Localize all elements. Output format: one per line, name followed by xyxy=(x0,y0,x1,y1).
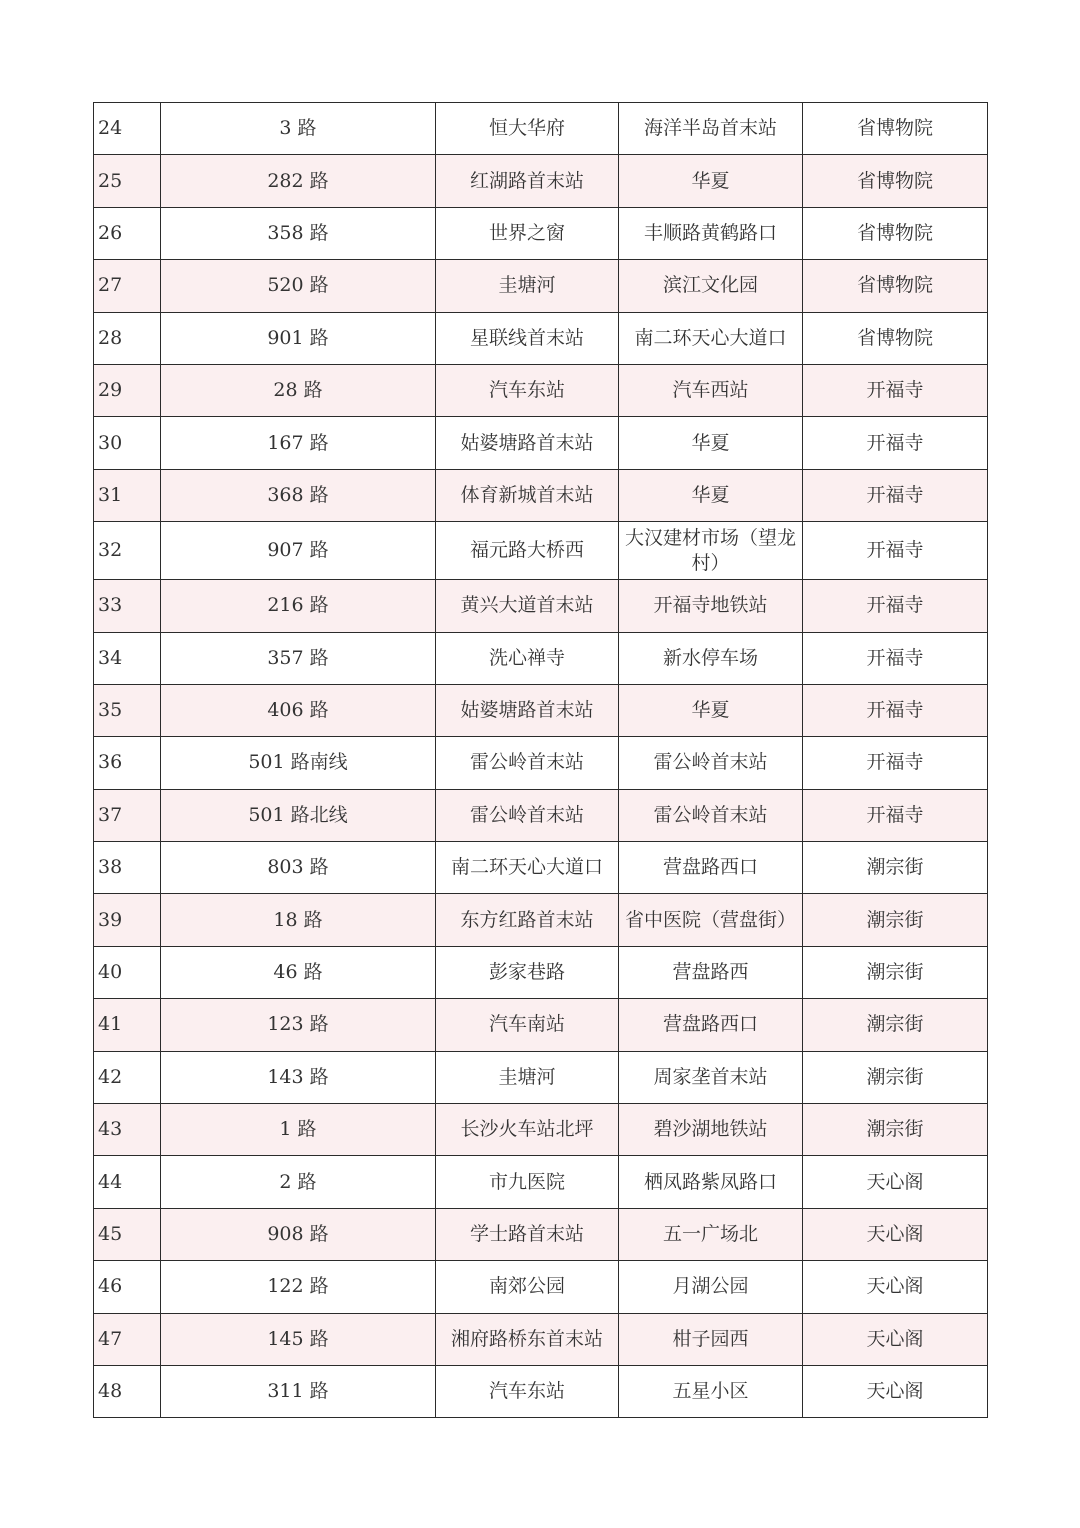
table-row xyxy=(94,469,988,521)
end-stop-cell: 雷公岭首末站 xyxy=(619,737,803,789)
start-stop-cell: 雷公岭首末站 xyxy=(436,789,619,841)
bus-route-cell: 3 路 xyxy=(161,103,436,155)
table-row xyxy=(94,999,988,1051)
via-stop-cell: 开福寺 xyxy=(803,789,988,841)
bus-route-cell: 311 路 xyxy=(161,1365,436,1417)
row-number-cell: 28 xyxy=(94,312,161,364)
via-stop-cell: 天心阁 xyxy=(803,1313,988,1365)
row-number-cell: 35 xyxy=(94,684,161,736)
start-stop-cell: 雷公岭首末站 xyxy=(436,737,619,789)
end-stop-cell: 栖凤路紫凤路口 xyxy=(619,1156,803,1208)
end-stop-cell: 华夏 xyxy=(619,155,803,207)
row-number-cell: 47 xyxy=(94,1313,161,1365)
bus-route-table-body xyxy=(94,103,988,1418)
end-stop-cell: 柑子园西 xyxy=(619,1313,803,1365)
table-row xyxy=(94,789,988,841)
start-stop-cell: 湘府路桥东首末站 xyxy=(436,1313,619,1365)
bus-route-cell: 908 路 xyxy=(161,1208,436,1260)
row-number-cell: 31 xyxy=(94,469,161,521)
row-number-cell: 34 xyxy=(94,632,161,684)
start-stop-cell: 星联线首末站 xyxy=(436,312,619,364)
bus-route-cell: 901 路 xyxy=(161,312,436,364)
row-number-cell: 38 xyxy=(94,842,161,894)
start-stop-cell: 圭塘河 xyxy=(436,1051,619,1103)
table-row xyxy=(94,684,988,736)
bus-route-cell: 123 路 xyxy=(161,999,436,1051)
bus-route-cell: 143 路 xyxy=(161,1051,436,1103)
end-stop-cell: 碧沙湖地铁站 xyxy=(619,1104,803,1156)
row-number-cell: 37 xyxy=(94,789,161,841)
bus-route-cell: 357 路 xyxy=(161,632,436,684)
via-stop-cell: 省博物院 xyxy=(803,207,988,259)
bus-route-cell: 2 路 xyxy=(161,1156,436,1208)
row-number-cell: 36 xyxy=(94,737,161,789)
table-row xyxy=(94,894,988,946)
bus-route-cell: 46 路 xyxy=(161,946,436,998)
table-row xyxy=(94,842,988,894)
row-number-cell: 42 xyxy=(94,1051,161,1103)
start-stop-cell: 长沙火车站北坪 xyxy=(436,1104,619,1156)
start-stop-cell: 彭家巷路 xyxy=(436,946,619,998)
via-stop-cell: 省博物院 xyxy=(803,155,988,207)
via-stop-cell: 省博物院 xyxy=(803,260,988,312)
row-number-cell: 48 xyxy=(94,1365,161,1417)
end-stop-cell: 五一广场北 xyxy=(619,1208,803,1260)
row-number-cell: 45 xyxy=(94,1208,161,1260)
table-row xyxy=(94,207,988,259)
via-stop-cell: 潮宗街 xyxy=(803,1104,988,1156)
bus-route-cell: 18 路 xyxy=(161,894,436,946)
row-number-cell: 26 xyxy=(94,207,161,259)
start-stop-cell: 南郊公园 xyxy=(436,1261,619,1313)
row-number-cell: 32 xyxy=(94,522,161,580)
end-stop-cell: 营盘路西口 xyxy=(619,842,803,894)
bus-route-cell: 145 路 xyxy=(161,1313,436,1365)
end-stop-cell: 月湖公园 xyxy=(619,1261,803,1313)
row-number-cell: 40 xyxy=(94,946,161,998)
bus-route-table xyxy=(93,102,988,1418)
bus-route-cell: 28 路 xyxy=(161,364,436,416)
row-number-cell: 29 xyxy=(94,364,161,416)
row-number-cell: 25 xyxy=(94,155,161,207)
via-stop-cell: 开福寺 xyxy=(803,580,988,632)
table-row xyxy=(94,103,988,155)
table-row xyxy=(94,260,988,312)
table-row xyxy=(94,1156,988,1208)
row-number-cell: 39 xyxy=(94,894,161,946)
start-stop-cell: 南二环天心大道口 xyxy=(436,842,619,894)
via-stop-cell: 天心阁 xyxy=(803,1156,988,1208)
table-row xyxy=(94,1051,988,1103)
row-number-cell: 30 xyxy=(94,417,161,469)
end-stop-cell: 新水停车场 xyxy=(619,632,803,684)
end-stop-cell: 周家垄首末站 xyxy=(619,1051,803,1103)
via-stop-cell: 天心阁 xyxy=(803,1208,988,1260)
end-stop-cell: 汽车西站 xyxy=(619,364,803,416)
bus-route-cell: 907 路 xyxy=(161,522,436,580)
via-stop-cell: 潮宗街 xyxy=(803,946,988,998)
via-stop-cell: 潮宗街 xyxy=(803,999,988,1051)
table-row xyxy=(94,1261,988,1313)
table-row xyxy=(94,1313,988,1365)
via-stop-cell: 开福寺 xyxy=(803,684,988,736)
table-row xyxy=(94,364,988,416)
start-stop-cell: 恒大华府 xyxy=(436,103,619,155)
table-row xyxy=(94,946,988,998)
end-stop-cell: 滨江文化园 xyxy=(619,260,803,312)
end-stop-cell: 华夏 xyxy=(619,469,803,521)
via-stop-cell: 开福寺 xyxy=(803,417,988,469)
end-stop-cell: 华夏 xyxy=(619,417,803,469)
via-stop-cell: 天心阁 xyxy=(803,1261,988,1313)
via-stop-cell: 省博物院 xyxy=(803,312,988,364)
start-stop-cell: 汽车南站 xyxy=(436,999,619,1051)
via-stop-cell: 开福寺 xyxy=(803,632,988,684)
table-row xyxy=(94,737,988,789)
end-stop-cell: 雷公岭首末站 xyxy=(619,789,803,841)
table-row xyxy=(94,580,988,632)
table-row xyxy=(94,1104,988,1156)
end-stop-cell: 营盘路西 xyxy=(619,946,803,998)
via-stop-cell: 开福寺 xyxy=(803,469,988,521)
bus-route-cell: 282 路 xyxy=(161,155,436,207)
start-stop-cell: 黄兴大道首末站 xyxy=(436,580,619,632)
start-stop-cell: 学士路首末站 xyxy=(436,1208,619,1260)
bus-route-cell: 501 路北线 xyxy=(161,789,436,841)
start-stop-cell: 红湖路首末站 xyxy=(436,155,619,207)
start-stop-cell: 姑婆塘路首末站 xyxy=(436,417,619,469)
end-stop-cell: 南二环天心大道口 xyxy=(619,312,803,364)
bus-route-cell: 122 路 xyxy=(161,1261,436,1313)
bus-route-cell: 358 路 xyxy=(161,207,436,259)
bus-route-cell: 501 路南线 xyxy=(161,737,436,789)
start-stop-cell: 汽车东站 xyxy=(436,1365,619,1417)
end-stop-cell: 省中医院（营盘街） xyxy=(619,894,803,946)
bus-route-cell: 803 路 xyxy=(161,842,436,894)
bus-route-cell: 406 路 xyxy=(161,684,436,736)
start-stop-cell: 洗心禅寺 xyxy=(436,632,619,684)
via-stop-cell: 潮宗街 xyxy=(803,1051,988,1103)
end-stop-cell: 五星小区 xyxy=(619,1365,803,1417)
end-stop-cell: 营盘路西口 xyxy=(619,999,803,1051)
start-stop-cell: 市九医院 xyxy=(436,1156,619,1208)
via-stop-cell: 开福寺 xyxy=(803,737,988,789)
via-stop-cell: 天心阁 xyxy=(803,1365,988,1417)
row-number-cell: 41 xyxy=(94,999,161,1051)
table-row xyxy=(94,312,988,364)
table-row xyxy=(94,1208,988,1260)
bus-route-cell: 167 路 xyxy=(161,417,436,469)
via-stop-cell: 开福寺 xyxy=(803,364,988,416)
end-stop-cell: 海洋半岛首末站 xyxy=(619,103,803,155)
table-row xyxy=(94,632,988,684)
bus-route-cell: 368 路 xyxy=(161,469,436,521)
row-number-cell: 43 xyxy=(94,1104,161,1156)
via-stop-cell: 省博物院 xyxy=(803,103,988,155)
table-row xyxy=(94,1365,988,1417)
table-row xyxy=(94,155,988,207)
start-stop-cell: 汽车东站 xyxy=(436,364,619,416)
end-stop-cell: 大汉建材市场（望龙村） xyxy=(619,522,803,580)
start-stop-cell: 姑婆塘路首末站 xyxy=(436,684,619,736)
row-number-cell: 27 xyxy=(94,260,161,312)
bus-route-cell: 520 路 xyxy=(161,260,436,312)
bus-route-cell: 216 路 xyxy=(161,580,436,632)
row-number-cell: 24 xyxy=(94,103,161,155)
start-stop-cell: 世界之窗 xyxy=(436,207,619,259)
end-stop-cell: 华夏 xyxy=(619,684,803,736)
bus-route-cell: 1 路 xyxy=(161,1104,436,1156)
via-stop-cell: 潮宗街 xyxy=(803,842,988,894)
start-stop-cell: 圭塘河 xyxy=(436,260,619,312)
end-stop-cell: 开福寺地铁站 xyxy=(619,580,803,632)
table-row xyxy=(94,417,988,469)
row-number-cell: 33 xyxy=(94,580,161,632)
row-number-cell: 46 xyxy=(94,1261,161,1313)
start-stop-cell: 东方红路首末站 xyxy=(436,894,619,946)
via-stop-cell: 开福寺 xyxy=(803,522,988,580)
row-number-cell: 44 xyxy=(94,1156,161,1208)
start-stop-cell: 福元路大桥西 xyxy=(436,522,619,580)
start-stop-cell: 体育新城首末站 xyxy=(436,469,619,521)
via-stop-cell: 潮宗街 xyxy=(803,894,988,946)
table-row xyxy=(94,522,988,580)
end-stop-cell: 丰顺路黄鹤路口 xyxy=(619,207,803,259)
